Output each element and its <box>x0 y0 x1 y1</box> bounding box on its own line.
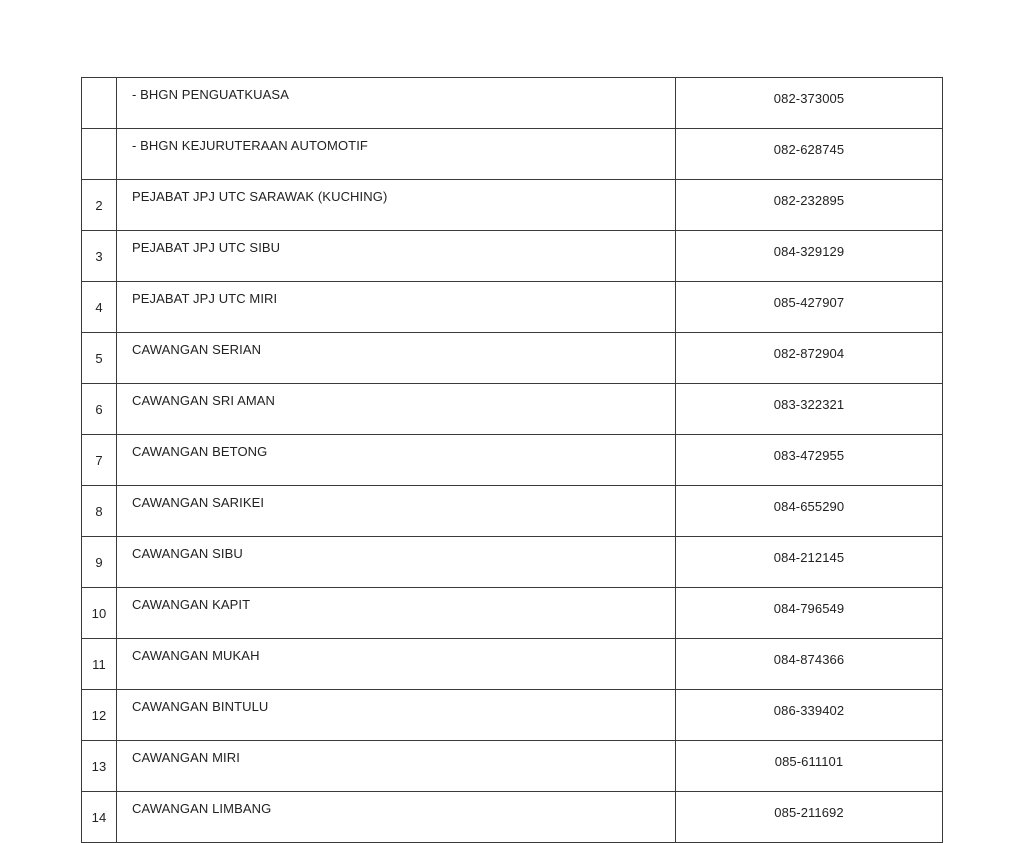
phone-number: 082-628745 <box>676 129 943 180</box>
row-number: 8 <box>82 486 117 537</box>
phone-number: 084-329129 <box>676 231 943 282</box>
row-number: 3 <box>82 231 117 282</box>
row-number: 10 <box>82 588 117 639</box>
row-number <box>82 129 117 180</box>
office-name: PEJABAT JPJ UTC SARAWAK (KUCHING) <box>117 180 676 231</box>
office-name: CAWANGAN MIRI <box>117 741 676 792</box>
phone-number: 084-212145 <box>676 537 943 588</box>
table-row <box>82 180 943 231</box>
row-number: 6 <box>82 384 117 435</box>
office-name: CAWANGAN LIMBANG <box>117 792 676 843</box>
office-name: PEJABAT JPJ UTC SIBU <box>117 231 676 282</box>
phone-number: 084-796549 <box>676 588 943 639</box>
office-name: CAWANGAN SARIKEI <box>117 486 676 537</box>
table-row <box>82 537 943 588</box>
phone-number: 082-232895 <box>676 180 943 231</box>
office-name: PEJABAT JPJ UTC MIRI <box>117 282 676 333</box>
office-name: CAWANGAN BETONG <box>117 435 676 486</box>
phone-number: 086-339402 <box>676 690 943 741</box>
office-name: CAWANGAN SIBU <box>117 537 676 588</box>
table-row <box>82 333 943 384</box>
row-number: 5 <box>82 333 117 384</box>
phone-number: 082-373005 <box>676 78 943 129</box>
table-row <box>82 78 943 129</box>
office-name: - BHGN KEJURUTERAAN AUTOMOTIF <box>117 129 676 180</box>
row-number: 2 <box>82 180 117 231</box>
office-name: CAWANGAN MUKAH <box>117 639 676 690</box>
table-row <box>82 384 943 435</box>
office-name: CAWANGAN SERIAN <box>117 333 676 384</box>
phone-number: 085-611101 <box>676 741 943 792</box>
table-row <box>82 690 943 741</box>
table-row <box>82 231 943 282</box>
row-number: 4 <box>82 282 117 333</box>
phone-number: 082-872904 <box>676 333 943 384</box>
phone-number: 085-427907 <box>676 282 943 333</box>
table-row <box>82 792 943 843</box>
office-name: CAWANGAN BINTULU <box>117 690 676 741</box>
table-row <box>82 129 943 180</box>
row-number <box>82 78 117 129</box>
row-number: 13 <box>82 741 117 792</box>
row-number: 12 <box>82 690 117 741</box>
table-row <box>82 639 943 690</box>
table-row <box>82 486 943 537</box>
row-number: 7 <box>82 435 117 486</box>
phone-number: 083-472955 <box>676 435 943 486</box>
office-contact-table <box>81 77 943 843</box>
row-number: 14 <box>82 792 117 843</box>
phone-number: 083-322321 <box>676 384 943 435</box>
row-number: 9 <box>82 537 117 588</box>
phone-number: 084-655290 <box>676 486 943 537</box>
office-name: - BHGN PENGUATKUASA <box>117 78 676 129</box>
phone-number: 084-874366 <box>676 639 943 690</box>
table-row <box>82 741 943 792</box>
phone-number: 085-211692 <box>676 792 943 843</box>
office-name: CAWANGAN KAPIT <box>117 588 676 639</box>
table-row <box>82 282 943 333</box>
office-name: CAWANGAN SRI AMAN <box>117 384 676 435</box>
table-row <box>82 435 943 486</box>
row-number: 11 <box>82 639 117 690</box>
table-row <box>82 588 943 639</box>
